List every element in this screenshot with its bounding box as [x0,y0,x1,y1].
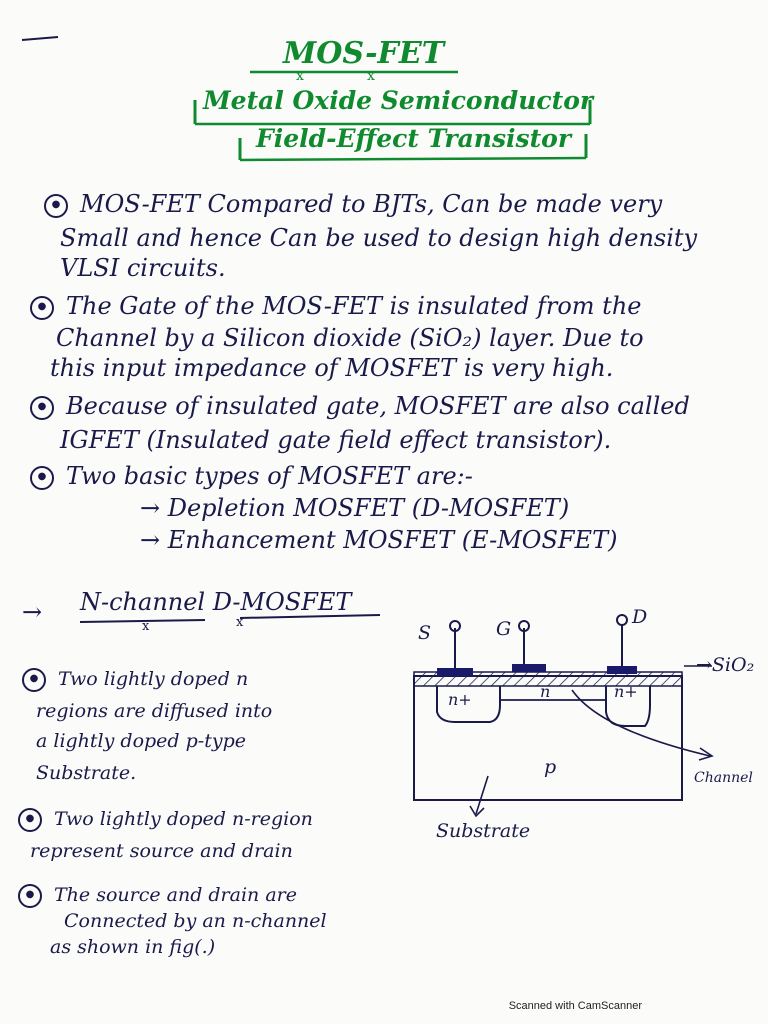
title-line-1: Metal Oxide Semiconductor [203,86,594,115]
n-plus-right-label: n+ [614,682,638,701]
note-line: represent source and drain [30,840,293,862]
bullet-icon: ● [44,194,68,218]
bullet-icon: ● [18,808,42,832]
substrate-label: Substrate [436,820,531,842]
source-contact [437,668,473,676]
note-line: ● Two basic types of MOSFET are:- [30,462,473,490]
note-line: as shown in fig(.) [50,936,216,958]
svg-text:x: x [296,68,304,84]
channel-label: Channel [694,770,753,786]
scan-watermark: Scanned with CamScanner [508,1000,642,1012]
drain-label: D [632,606,648,628]
note-line: Channel by a Silicon dioxide (SiO₂) layer. Due to [56,324,644,352]
section-heading: N-channel D-MOSFET [80,588,352,616]
note-line: VLSI circuits. [60,254,226,282]
bullet-icon: ● [30,296,54,320]
note-line: ● MOS-FET Compared to BJTs, Can be made very [44,190,662,218]
note-line: ● Because of insulated gate, MOSFET are also called [30,392,690,420]
title-line-2: Field-Effect Transistor [256,124,571,153]
page-title: MOS-FET [283,36,445,71]
note-line: Substrate. [36,762,137,784]
section-arrow: → [22,598,43,626]
bullet-icon: ● [30,466,54,490]
note-line: Connected by an n-channel [64,910,327,932]
note-line: ● Two lightly doped n [22,668,248,692]
n-plus-left-label: n+ [448,690,472,709]
note-line: → Depletion MOSFET (D-MOSFET) [140,494,570,522]
drain-contact [607,666,637,674]
svg-text:x: x [367,68,375,84]
note-line: IGFET (Insulated gate field effect transistor). [60,426,612,454]
note-line: ● The source and drain are [18,884,297,908]
note-line: a lightly doped p-type [36,730,246,752]
note-line: Small and hence Can be used to design high density [60,224,698,252]
note-line: → Enhancement MOSFET (E-MOSFET) [140,526,618,554]
bullet-icon: ● [18,884,42,908]
note-line: ● Two lightly doped n-region [18,808,313,832]
svg-text:x: x [236,615,244,630]
gate-contact [512,664,546,672]
bullet-icon: ● [22,668,46,692]
note-line: ● The Gate of the MOS-FET is insulated from the [30,292,641,320]
gate-label: G [496,618,512,640]
n-mid-label: n [540,682,551,701]
p-label: p [544,756,557,778]
sio2-label: →SiO₂ [696,654,755,676]
svg-text:x: x [142,619,150,634]
bullet-icon: ● [30,396,54,420]
note-line: this input impedance of MOSFET is very high. [50,354,614,382]
source-label: S [418,622,432,644]
note-line: regions are diffused into [36,700,273,722]
